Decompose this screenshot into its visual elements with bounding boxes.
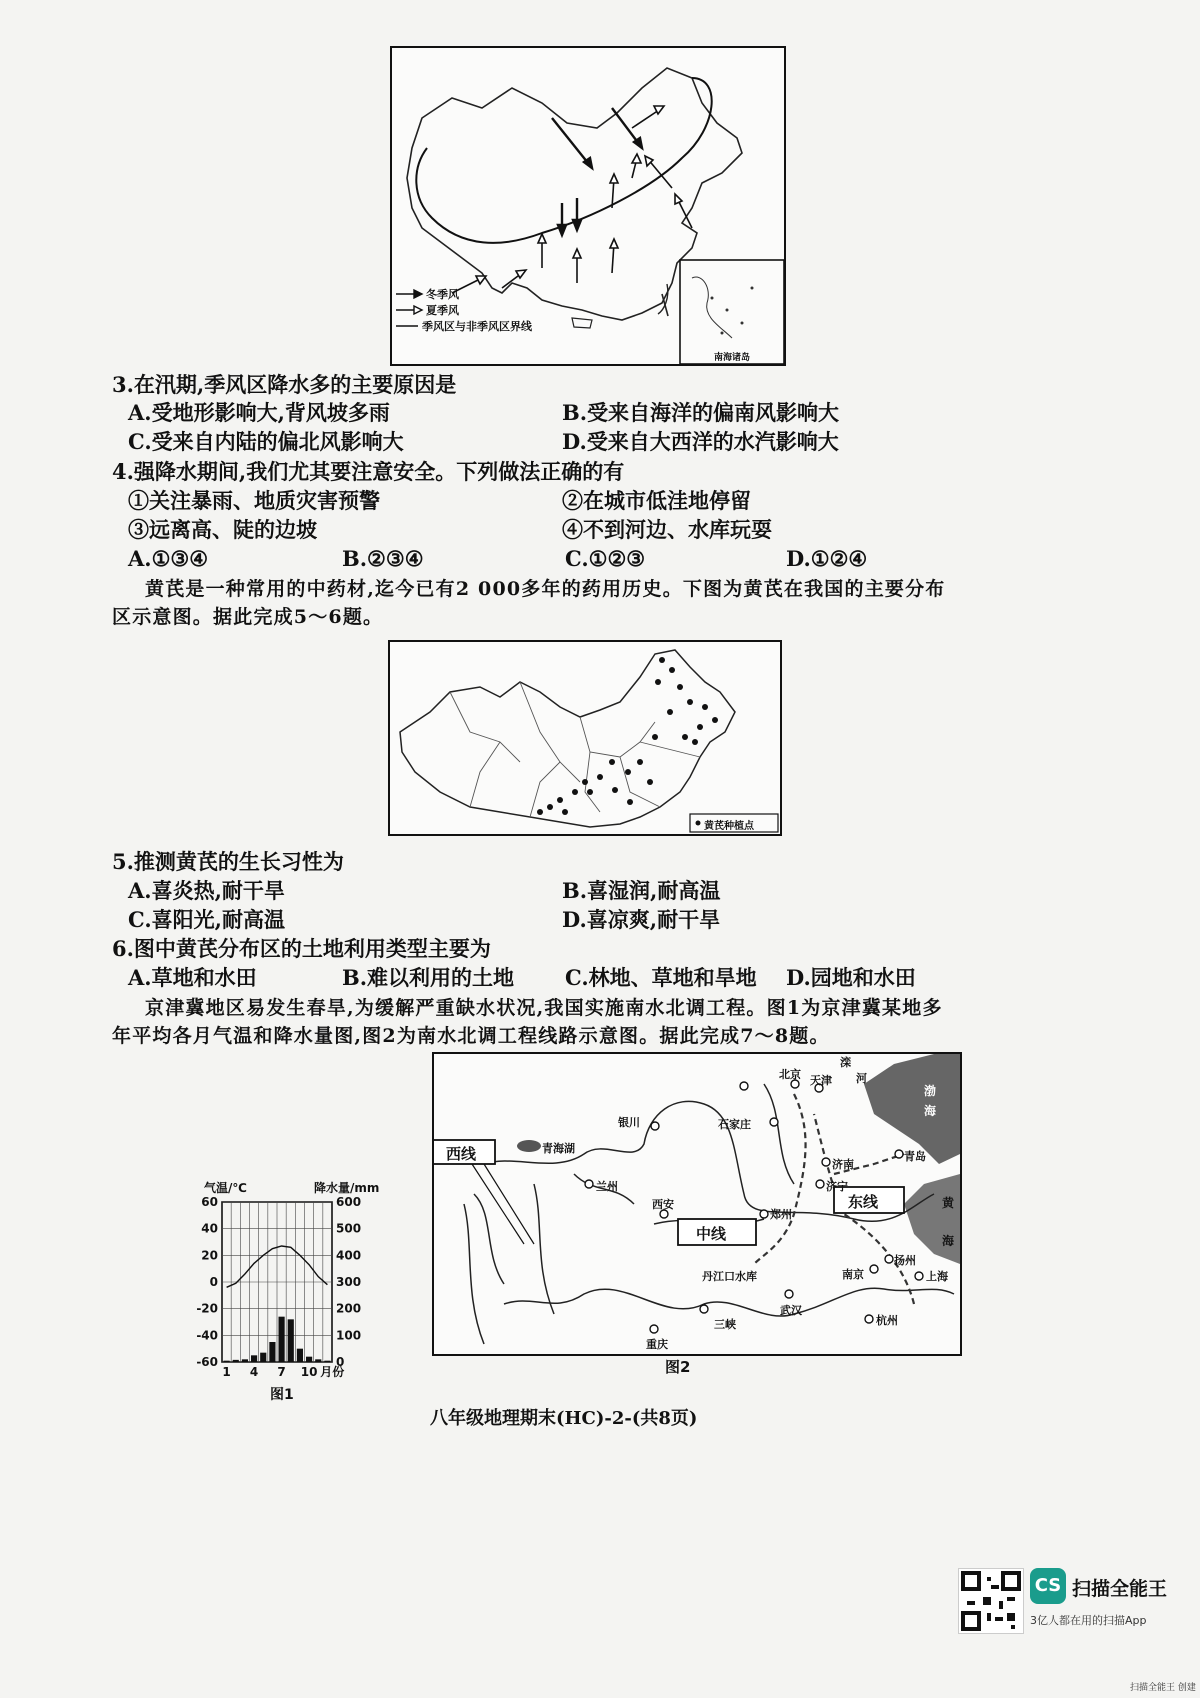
place-jining: 济宁	[826, 1180, 848, 1193]
climate-chart-graphic	[190, 1180, 400, 1400]
place-qingdao: 青岛	[904, 1150, 926, 1163]
intro-78-line2: 年平均各月气温和降水量图,图2为南水北调工程线路示意图。据此完成7～8题。	[112, 1025, 830, 1047]
left-axis-tick-label: 0	[209, 1275, 218, 1289]
page-footer: 八年级地理期末(HC)-2-(共8页)	[430, 1408, 698, 1429]
place-zhengzhou: 郑州	[770, 1208, 792, 1221]
precipitation-bar	[251, 1355, 257, 1362]
scanner-credit: 扫描全能王 创建	[1130, 1683, 1196, 1693]
precipitation-bar	[260, 1353, 266, 1362]
scanner-app-icon: CS	[1030, 1568, 1066, 1604]
left-axis-tick-label: -40	[196, 1328, 218, 1343]
precipitation-bar	[224, 1361, 230, 1362]
q4-stem: 4.强降水期间,我们尤其要注意安全。下列做法正确的有	[112, 459, 625, 484]
q4-option-a[interactable]: A.①③④	[128, 546, 209, 571]
q5-option-d[interactable]: D.喜凉爽,耐干旱	[562, 907, 721, 932]
q6-stem: 6.图中黄芪分布区的土地利用类型主要为	[112, 936, 491, 961]
intro-56-line1: 黄芪是一种常用的中药材,迄今已有2 000多年的药用历史。下图为黄芪在我国的主要分布	[145, 578, 946, 600]
scanner-brand: 扫描全能王	[1072, 1578, 1168, 1600]
legend-monsoon-boundary: 季风区与非季风区界线	[422, 320, 532, 333]
river-luan: 滦	[840, 1056, 851, 1069]
precipitation-bar	[306, 1357, 312, 1362]
place-shanghai: 上海	[926, 1270, 948, 1283]
place-lanzhou: 兰州	[596, 1180, 618, 1193]
left-axis-tick-label: 60	[201, 1195, 218, 1209]
line-label-east: 东线	[848, 1193, 879, 1211]
x-axis-tick-label: 1	[222, 1365, 231, 1379]
precipitation-bar	[242, 1359, 248, 1362]
qr-code	[958, 1568, 1024, 1634]
water-diversion-map	[432, 1052, 962, 1356]
left-axis-tick-label: 20	[201, 1248, 218, 1263]
intro-56-line2: 区示意图。据此完成5～6题。	[112, 606, 384, 628]
legend-summer-monsoon: 夏季风	[426, 304, 459, 317]
huangqi-legend: 黄芪种植点	[704, 821, 754, 832]
right-axis-tick-label: 400	[336, 1248, 362, 1263]
place-beijing: 北京	[779, 1068, 801, 1081]
q5-option-c[interactable]: C.喜阳光,耐高温	[128, 907, 285, 932]
place-xian: 西安	[652, 1198, 674, 1211]
place-three-gorges: 三峡	[714, 1318, 736, 1331]
intro-78-line1: 京津冀地区易发生春旱,为缓解严重缺水状况,我国实施南水北调工程。图1为京津冀某地多	[145, 997, 943, 1019]
q3-option-d[interactable]: D.受来自大西洋的水汽影响大	[562, 429, 839, 454]
left-axis-tick-label: -20	[196, 1301, 218, 1316]
water-diversion-map-graphic	[434, 1054, 960, 1354]
q5-stem: 5.推测黄芪的生长习性为	[112, 849, 344, 874]
monsoon-map	[390, 46, 786, 366]
place-jinan: 济南	[832, 1158, 854, 1171]
inset-label: 南海诸岛	[714, 353, 751, 363]
q3-option-c[interactable]: C.受来自内陆的偏北风影响大	[128, 429, 404, 454]
fig1-caption: 图1	[270, 1387, 294, 1403]
precipitation-bar	[288, 1319, 294, 1362]
water-hai-2: 海	[942, 1234, 955, 1248]
place-nanjing: 南京	[842, 1268, 864, 1281]
q3-option-b[interactable]: B.受来自海洋的偏南风影响大	[562, 400, 840, 425]
right-axis-tick-label: 100	[336, 1328, 362, 1343]
place-tianjin: 天津	[810, 1074, 832, 1087]
place-hangzhou: 杭州	[876, 1314, 898, 1327]
left-axis-tick-label: -60	[196, 1355, 218, 1369]
q4-option-c[interactable]: C.①②③	[565, 546, 646, 571]
line-label-west: 西线	[446, 1145, 477, 1163]
q4-item-3: ③远离高、陡的边坡	[128, 517, 317, 542]
x-axis-tick-label: 10	[300, 1365, 318, 1379]
water-bo: 渤	[924, 1084, 937, 1098]
precipitation-bar	[279, 1317, 285, 1362]
q4-item-4: ④不到河边、水库玩耍	[562, 517, 772, 542]
water-hai-1: 海	[924, 1104, 937, 1118]
place-wuhan: 武汉	[780, 1304, 802, 1317]
q6-option-b[interactable]: B.难以利用的土地	[342, 965, 515, 990]
left-axis-tick-label: 40	[201, 1221, 218, 1236]
river-he: 河	[856, 1072, 867, 1085]
legend-winter-monsoon: 冬季风	[426, 288, 459, 301]
place-qinghai-lake: 青海湖	[542, 1142, 575, 1155]
precipitation-bar	[233, 1360, 239, 1362]
place-shijiazhuang: 石家庄	[718, 1118, 751, 1131]
q6-option-d[interactable]: D.园地和水田	[786, 965, 916, 990]
q5-option-b[interactable]: B.喜湿润,耐高温	[562, 878, 721, 903]
qr-code-graphic	[959, 1569, 1023, 1633]
huangqi-map-graphic	[390, 642, 780, 834]
precipitation-bar	[315, 1359, 321, 1362]
left-axis-label: 气温/℃	[204, 1181, 247, 1195]
q4-item-1: ①关注暴雨、地质灾害预警	[128, 488, 380, 513]
place-yangzhou: 扬州	[894, 1254, 916, 1267]
q3-stem: 3.在汛期,季风区降水多的主要原因是	[112, 372, 457, 397]
right-axis-label: 降水量/mm	[314, 1181, 380, 1195]
x-axis-tick-label: 4	[249, 1365, 259, 1379]
q4-option-d[interactable]: D.①②④	[786, 546, 868, 571]
precipitation-bar	[324, 1361, 330, 1362]
right-axis-tick-label: 500	[336, 1221, 362, 1236]
climate-chart	[190, 1180, 400, 1403]
q5-option-a[interactable]: A.喜炎热,耐干旱	[128, 878, 285, 903]
right-axis-tick-label: 200	[336, 1301, 362, 1316]
q6-option-a[interactable]: A.草地和水田	[128, 965, 257, 990]
q4-item-2: ②在城市低洼地停留	[562, 488, 751, 513]
place-chongqing: 重庆	[646, 1338, 668, 1351]
q4-option-b[interactable]: B.②③④	[342, 546, 424, 571]
place-yinchuan: 银川	[618, 1116, 640, 1129]
right-axis-tick-label: 0	[336, 1355, 345, 1369]
scanner-tagline: 3亿人都在用的扫描App	[1030, 1614, 1147, 1627]
right-axis-tick-label: 300	[336, 1275, 362, 1289]
fig2-caption: 图2	[665, 1358, 691, 1376]
q6-option-c[interactable]: C.林地、草地和旱地	[565, 965, 757, 990]
huangqi-map	[388, 640, 782, 836]
precipitation-bar	[297, 1349, 303, 1362]
place-danjiangkou: 丹江口水库	[702, 1270, 757, 1283]
q3-option-a[interactable]: A.受地形影响大,背风坡多雨	[128, 400, 390, 425]
x-axis-label: 月份	[320, 1365, 345, 1379]
line-label-middle: 中线	[696, 1225, 727, 1243]
water-huang: 黄	[942, 1196, 955, 1210]
precipitation-bar	[269, 1342, 275, 1362]
x-axis-tick-label: 7	[277, 1365, 286, 1379]
right-axis-tick-label: 600	[336, 1195, 362, 1209]
